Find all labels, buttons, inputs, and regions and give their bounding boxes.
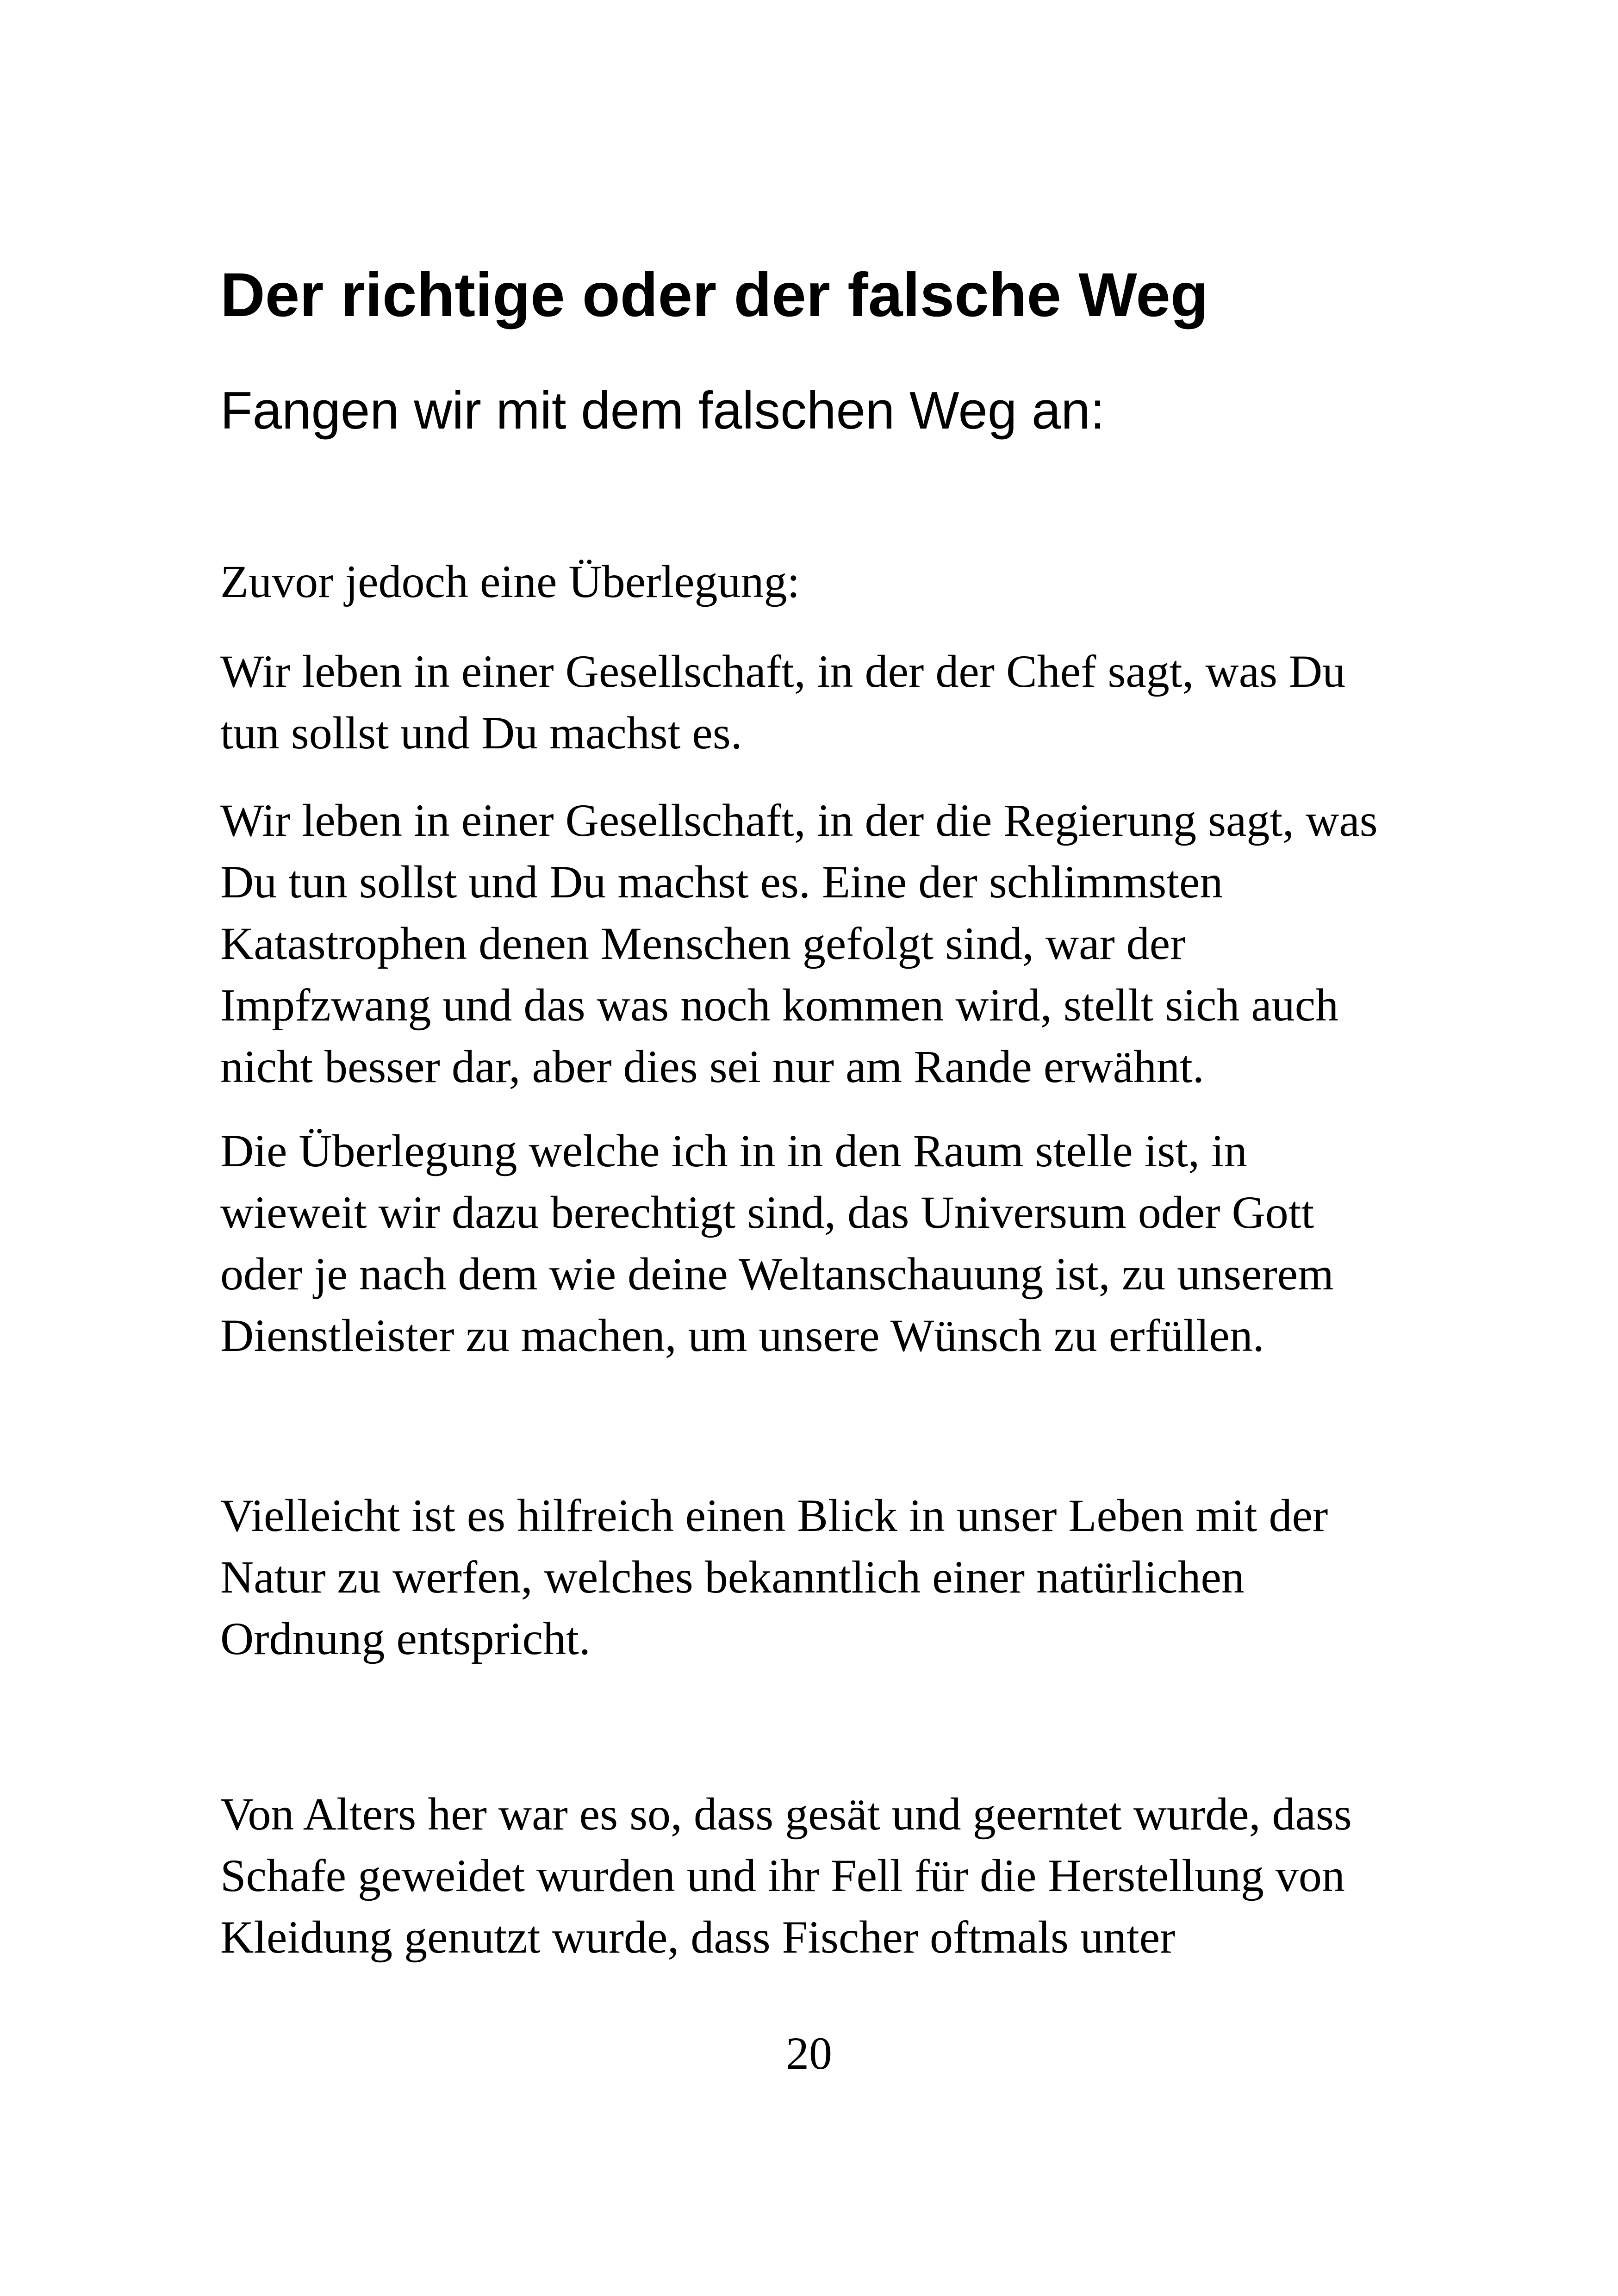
- paragraph-line: Kleidung genutzt wurde, dass Fischer oftmals unter: [220, 1911, 1176, 1963]
- paragraph-6: [220, 1783, 1405, 1968]
- section-subheading: Fangen wir mit dem falschen Weg an:: [220, 381, 1105, 440]
- paragraph-4: [220, 1120, 1405, 1366]
- paragraph-line: tun sollst und Du machst es.: [220, 707, 742, 759]
- paragraph-line: Katastrophen denen Menschen gefolgt sind, war der: [220, 918, 1186, 969]
- chapter-heading: Der richtige oder der falsche Weg: [220, 261, 1208, 330]
- paragraph-line: Impfzwang und das was noch kommen wird, stellt sich auch: [220, 979, 1339, 1031]
- page-number: 20: [786, 2028, 832, 2079]
- paragraph-line: oder je nach dem wie deine Weltanschauung ist, zu unserem: [220, 1248, 1334, 1300]
- paragraph-line: Wir leben in einer Gesellschaft, in der der Chef sagt, was Du: [220, 646, 1346, 697]
- paragraph-line: Vielleicht ist es hilfreich einen Blick in unser Leben mit der: [220, 1490, 1328, 1541]
- paragraph-line: nicht besser dar, aber dies sei nur am Rande erwähnt.: [220, 1041, 1204, 1092]
- paragraph-line: Natur zu werfen, welches bekanntlich einer natürlichen: [220, 1551, 1245, 1603]
- paragraph-3: [220, 790, 1405, 1097]
- paragraph-line: Die Überlegung welche ich in in den Raum stelle ist, in: [220, 1125, 1247, 1176]
- paragraph-2: [220, 641, 1405, 764]
- paragraph-line: Dienstleister zu machen, um unsere Wünsch zu erfüllen.: [220, 1310, 1264, 1361]
- paragraph-1: [220, 551, 1405, 612]
- paragraph-line: Zuvor jedoch eine Überlegung:: [220, 556, 800, 607]
- paragraph-line: Von Alters her war es so, dass gesät und geerntet wurde, dass: [220, 1788, 1352, 1840]
- paragraph-line: Schafe geweidet wurden und ihr Fell für die Herstellung von: [220, 1850, 1345, 1901]
- paragraph-line: wieweit wir dazu berechtigt sind, das Universum oder Gott: [220, 1187, 1314, 1238]
- paragraph-line: Wir leben in einer Gesellschaft, in der die Regierung sagt, was: [220, 795, 1378, 846]
- paragraph-line: Du tun sollst und Du machst es. Eine der schlimmsten: [220, 856, 1223, 908]
- paragraph-5: [220, 1485, 1405, 1669]
- paragraph-line: Ordnung entspricht.: [220, 1613, 591, 1664]
